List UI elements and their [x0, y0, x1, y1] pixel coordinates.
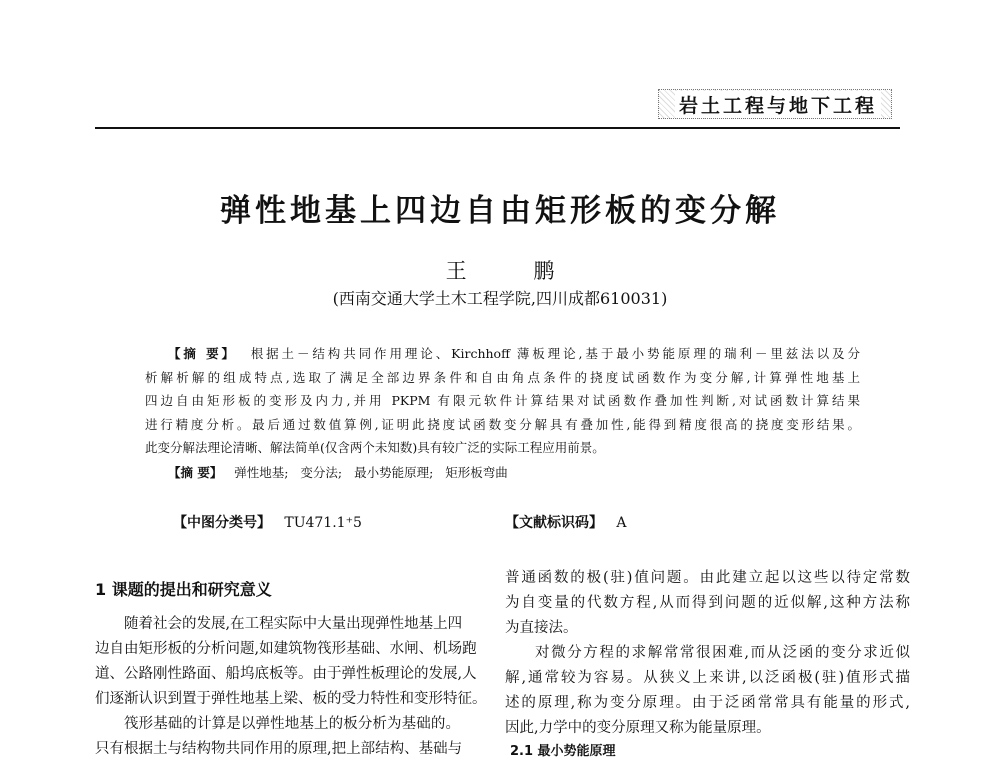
body-line: 解,通常较为容易。从狭义上来讲,以泛函极(驻)值形式描: [505, 670, 910, 686]
document-code: 【文献标识码】 A: [505, 515, 627, 531]
body-line: 对微分方程的求解常常很困难,而从泛函的变分求近似: [535, 645, 910, 661]
body-line: 随着社会的发展,在工程实际中大量出现弹性地基上四: [124, 616, 463, 632]
journal-section-banner: [658, 89, 892, 119]
abstract-line: 进行精度分析。最后通过数值算例,证明此挠度试函数变分解具有叠加性,能得到精度很高的挠度变形结果。: [145, 417, 860, 432]
subsection-heading: 2.1 最小势能原理: [510, 744, 616, 759]
author: 王 鹏: [445, 259, 585, 283]
body-line: 因此,力学中的变分原理又称为能量原理。: [505, 720, 771, 736]
paper-title: 弹性地基上四边自由矩形板的变分解: [220, 193, 780, 229]
body-line: 普通函数的极(驻)值问题。由此建立起以这些以待定常数: [505, 570, 910, 586]
journal-section-label: 岩土工程与地下工程: [675, 91, 881, 118]
keyword: 弹性地基;: [234, 465, 289, 480]
body-line: 们逐渐认识到置于弹性地基上梁、板的受力特性和变形特征。: [95, 691, 487, 707]
body-line: 为直接法。: [505, 620, 578, 636]
abstract-label: 【摘 要】: [168, 346, 237, 361]
keyword: 变分法;: [300, 465, 343, 480]
body-line: 为自变量的代数方程,从而得到问题的近似解,这种方法称: [505, 595, 910, 611]
keyword: 矩形板弯曲: [445, 465, 508, 480]
header-rule: [95, 127, 900, 129]
keyword: 最小势能原理;: [354, 465, 434, 480]
abstract-line: 【摘 要】 根据土－结构共同作用理论、Kirchhoff 薄板理论,基于最小势能原理的瑞利－里兹法以及分: [168, 346, 860, 361]
body-line: 筏形基础的计算是以弹性地基上的板分析为基础的。: [124, 716, 460, 732]
abstract-line: 此变分解法理论清晰、解法简单(仅含两个未知数)具有较广泛的实际工程应用前景。: [145, 440, 605, 455]
keywords-label: 【摘 要】: [168, 465, 223, 480]
body-line: 述的原理,称为变分原理。由于泛函常常具有能量的形式,: [505, 695, 910, 711]
body-line: 只有根据土与结构物共同作用的原理,把上部结构、基础与: [95, 741, 463, 757]
keywords: [168, 463, 883, 481]
body-line: 道、公路刚性路面、船坞底板等。由于弹性板理论的发展,人: [95, 666, 477, 682]
classification-number: 【中图分类号】 TU471.1⁺5: [173, 515, 362, 531]
body-line: 边自由矩形板的分析问题,如建筑物筏形基础、水闸、机场跑: [95, 641, 477, 657]
abstract-line: 四边自由矩形板的变形及内力,并用 PKPM 有限元软件计算结果对试函数作叠加性判断,对试函数计算结果: [145, 393, 860, 408]
abstract-line: 析解析解的组成特点,选取了满足全部边界条件和自由角点条件的挠度试函数作为变分解,计算弹性地基上: [145, 370, 860, 385]
affiliation: (西南交通大学土木工程学院,四川成都610031): [332, 289, 668, 308]
section-heading: 1 课题的提出和研究意义: [95, 580, 272, 599]
